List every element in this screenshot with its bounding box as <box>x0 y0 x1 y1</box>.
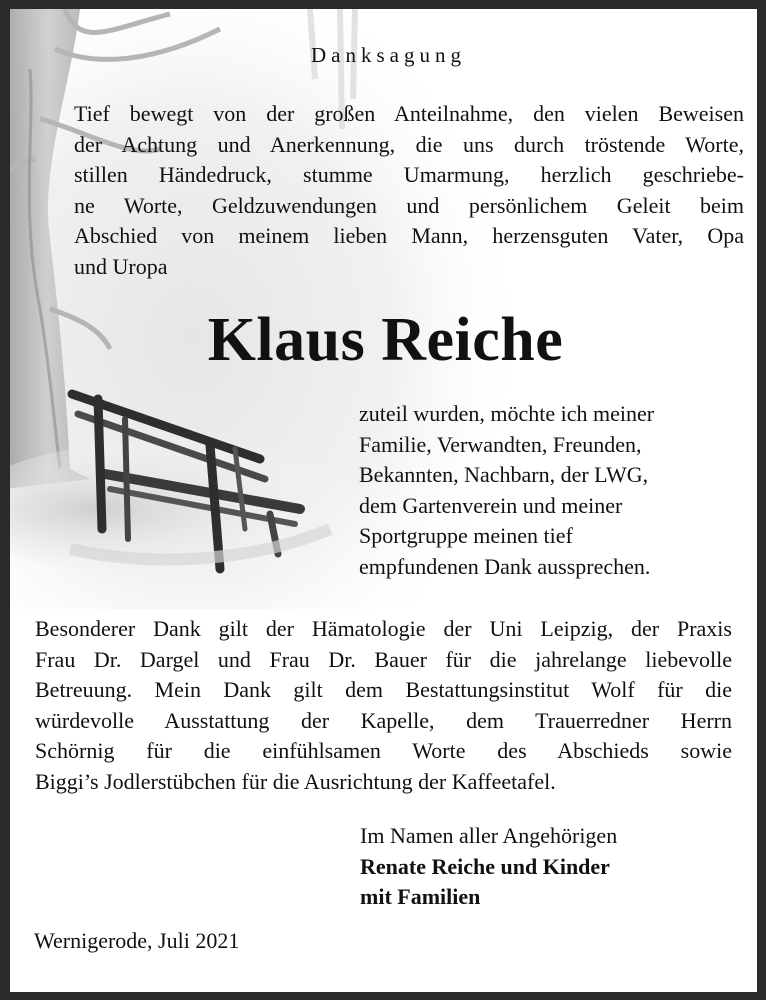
signoff-intro: Im Namen aller Angehörigen <box>360 823 618 848</box>
place-and-date: Wernigerode, Juli 2021 <box>34 928 240 953</box>
special-thanks-line: Besonderer Dank gilt der Hämatologie der Uni Leipzig, der Praxis <box>35 616 732 641</box>
thanks-line: zuteil wurden, möchte ich meiner <box>359 401 655 426</box>
special-thanks-line: Frau Dr. Dargel und Frau Dr. Bauer für die jahrelange liebevolle <box>35 646 732 672</box>
special-thanks-line: Schörnig für die einfühlsamen Worte des Abschieds sowie <box>35 738 732 763</box>
thanks-line: Familie, Verwandten, Freunden, <box>359 431 642 457</box>
special-thanks-line: würdevolle Ausstattung der Kapelle, dem Trauerredner Herrn <box>35 707 732 733</box>
special-thanks-paragraph <box>35 614 732 797</box>
intro-line: ne Worte, Geldzuwendungen und persönlichem Geleit beim <box>74 192 744 218</box>
thanks-line: dem Gartenverein und meiner <box>359 492 623 518</box>
thanks-line: Sportgruppe meinen tief <box>359 523 573 548</box>
signoff <box>360 821 617 913</box>
thanks-line: Bekannten, Nachbarn, der LWG, <box>359 462 649 487</box>
notice-heading: Danksagung <box>311 43 466 67</box>
intro-line: und Uropa <box>74 253 168 279</box>
signoff-names: mit Familien <box>360 884 481 909</box>
special-thanks-line: Betreuung. Mein Dank gilt dem Bestattungsinstitut Wolf für die <box>35 677 732 702</box>
signoff-names: Renate Reiche und Kinder <box>360 853 610 879</box>
intro-paragraph <box>74 99 744 282</box>
intro-line: der Achtung und Anerkennung, die uns durch tröstende Worte, <box>74 131 744 157</box>
thanks-paragraph <box>359 399 749 582</box>
thanks-line: empfundenen Dank aussprechen. <box>359 553 651 579</box>
intro-line: Abschied von meinem lieben Mann, herzensguten Vater, Opa <box>74 223 744 248</box>
special-thanks-line: Biggi’s Jodlerstübchen für die Ausrichtung der Kaffeetafel. <box>35 768 556 794</box>
deceased-name: Klaus Reiche <box>207 306 564 374</box>
intro-line: Tief bewegt von der großen Anteilnahme, den vielen Beweisen <box>74 101 744 126</box>
intro-line: stillen Händedruck, stumme Umarmung, herzlich geschriebe- <box>74 162 744 187</box>
obituary-notice <box>10 9 757 992</box>
